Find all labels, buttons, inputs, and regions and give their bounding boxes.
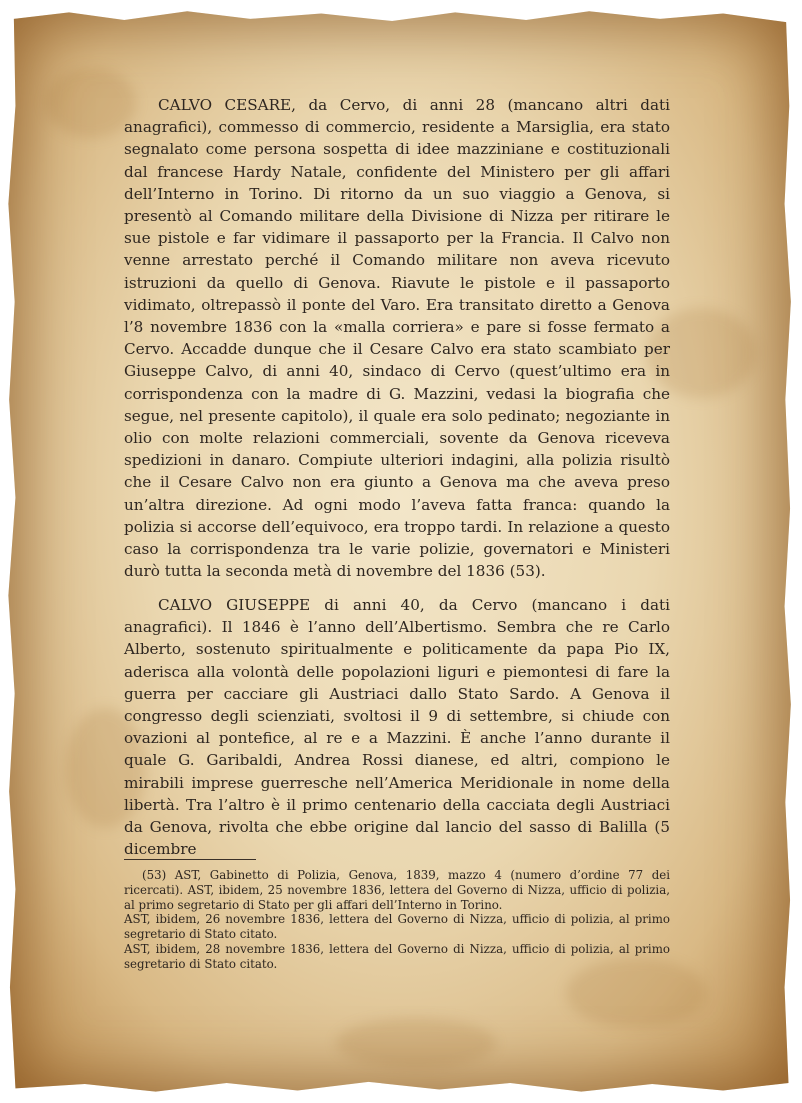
footnote-divider: [124, 859, 256, 860]
paragraph-text: CALVO GIUSEPPE di anni 40, da Cervo (mancano i dati anagrafici). Il 1846 è l’anno dell’Albertismo. Sembra che re Carlo Alberto, sostenuto spiritualmente e politicamente da papa Pio IX, aderisca alla volontà delle popolazioni liguri e piemontesi di fare la guerra per cacciare gli Austriaci dallo Stato Sardo. A Genova il congresso degli scienziati, svoltosi il 9 di settembre, si chiude con ovazioni al pontefice, al re e a Mazzini. È anche l’anno durante il quale G. Garibaldi, Andrea Rossi dianese, ed altri, compiono le mirabili imprese guerresche nell’America Meridionale in nome della libertà. Tra l’altro è il primo centenario della cacciata degli Austriaci da Genova, rivolta che ebbe origine dal lancio del sasso di Balilla (5 dicembre: [124, 596, 670, 859]
paper-stain: [336, 1018, 496, 1068]
footnote-continuation: AST, ibidem, 28 novembre 1836, lettera del Governo di Nizza, ufficio di polizia, al primo segretario di Stato citato.: [124, 941, 670, 971]
biography-calvo-giuseppe: [124, 594, 670, 860]
footnotes: [124, 868, 670, 972]
footnote-53: (53) AST, Gabinetto di Polizia, Genova, 1839, mazzo 4 (numero d’ordine 77 dei ricercati). AST, ibidem, 25 novembre 1836, lettera del Governo di Nizza, ufficio di polizia, al primo segretario di Stato per gli affari dell’Interno in Torino.: [124, 868, 670, 912]
paper-stain: [46, 68, 136, 138]
paragraph-text: CALVO CESARE, da Cervo, di anni 28 (mancano altri dati anagrafici), commesso di commercio, residente a Marsiglia, era stato segnalato come persona sospetta di idee mazziniane e costituzionali dal francese Hardy Natale, confidente del Ministero per gli affari dell’Interno in Torino. Di ritorno da un suo viaggio a Genova, si presentò al Comando militare della Divisione di Nizza per ritirare le sue pistole e far vidimare il passaporto per la Francia. Il Calvo non venne arrestato perché il Comando militare non aveva ricevuto istruzioni da quello di Genova. Riavute le pistole e il passaporto vidimato, oltrepassò il ponte del Varo. Era transitato diretto a Genova l’8 novembre 1836 con la «malla corriera» e pare si fosse fermato a Cervo. Accadde dunque che il Cesare Calvo era stato scambiato per Giuseppe Calvo, di anni 40, sindaco di Cervo (quest’ultimo era in corrispondenza con la madre di G. Mazzini, vedasi la biografia che segue, nel presente capitolo), il quale era solo pedinato; negoziante in olio con molte relazioni commerciali, sovente da Genova riceveva spedizioni in danaro. Compiute ulteriori indagini, alla polizia risultò che il Cesare Calvo non era giunto a Genova ma che aveva preso un’altra direzione. Ad ogni modo l’aveva fatta franca: quando la polizia si accorse dell’equivoco, era troppo tardi. In relazione a questo caso la corrispondenza tra le varie polizie, governatori e Ministeri durò tutta la seconda metà di novembre del 1836 (53).: [124, 96, 670, 581]
biography-calvo-cesare: [124, 94, 670, 582]
footnote-continuation: AST, ibidem, 26 novembre 1836, lettera del Governo di Nizza, ufficio di polizia, al primo segretario di Stato citato.: [124, 912, 670, 942]
